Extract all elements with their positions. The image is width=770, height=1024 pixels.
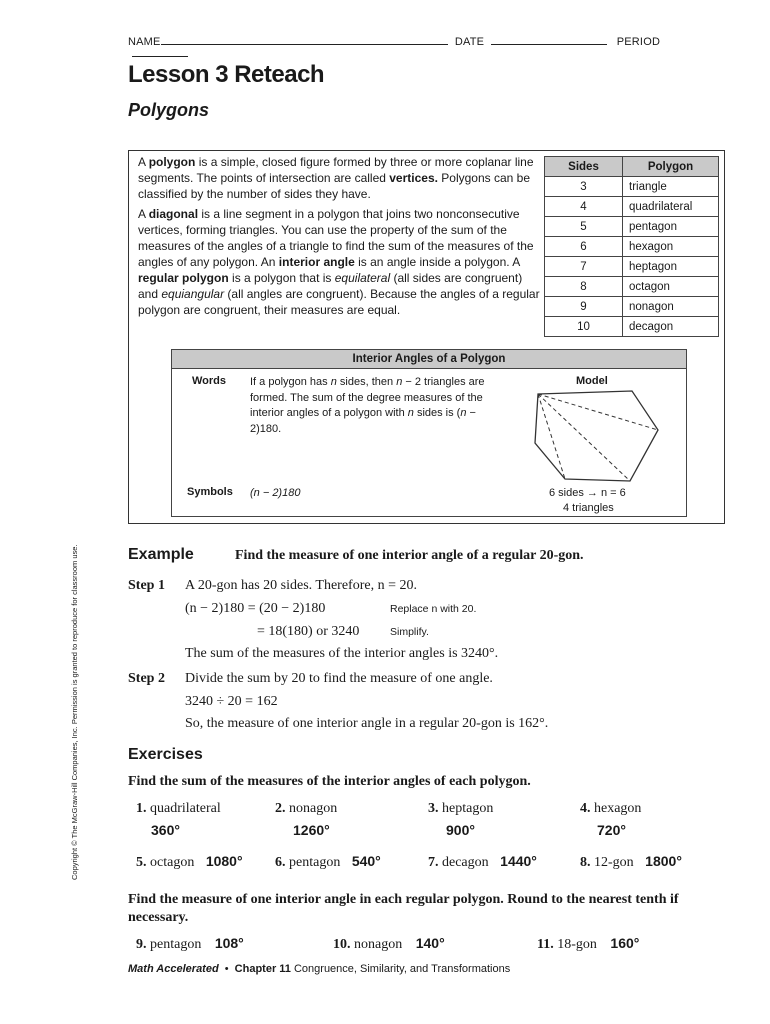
step-2-line-2: 3240 ÷ 20 = 162 bbox=[185, 694, 278, 709]
table-row bbox=[545, 317, 719, 337]
intro-paragraph-1: A polygon is a simple, closed figure formed by three or more coplanar line segments. The points of intersection are called vertices. Polygons can be classified by the number of sides they have. bbox=[138, 155, 534, 201]
exercise-9-answer: 108° bbox=[214, 935, 244, 951]
date-label: DATE bbox=[454, 36, 485, 48]
exercises-instruction-2: Find the measure of one interior angle in each regular polygon. Round to the nearest tenth if necessary. bbox=[128, 892, 679, 925]
page-footer bbox=[128, 963, 510, 975]
exercise-9: 9. pentagon 108° bbox=[136, 935, 244, 952]
symbols-text: (n − 2)180 bbox=[250, 487, 301, 499]
polygon-cell: decagon bbox=[623, 317, 719, 337]
table-header-row bbox=[545, 157, 719, 177]
table-row bbox=[545, 177, 719, 197]
diagonal-line bbox=[538, 394, 658, 430]
model-label: Model bbox=[576, 375, 608, 387]
page-title: Lesson 3 Reteach bbox=[128, 61, 325, 88]
sides-cell: 9 bbox=[545, 297, 623, 317]
words-label: Words bbox=[192, 375, 227, 387]
sides-cell: 6 bbox=[545, 237, 623, 257]
exercise-2: 2. nonagon bbox=[275, 801, 338, 816]
term-vertices: vertices. bbox=[389, 171, 438, 185]
exercise-5-answer: 1080° bbox=[205, 853, 243, 869]
sides-cell: 5 bbox=[545, 217, 623, 237]
symbols-label: Symbols bbox=[187, 486, 233, 498]
header-sides: Sides bbox=[545, 157, 623, 177]
step-2-line-3: So, the measure of one interior angle in a regular 20-gon is 162°. bbox=[185, 716, 549, 731]
exercise-1-answer: 360° bbox=[151, 822, 180, 838]
table-row bbox=[545, 237, 719, 257]
term-equilateral: equilateral bbox=[334, 271, 391, 285]
polygon-cell: triangle bbox=[623, 177, 719, 197]
table-row bbox=[545, 197, 719, 217]
page-subtitle: Polygons bbox=[128, 100, 210, 120]
exercise-7: 7. decagon 1440° bbox=[428, 853, 537, 870]
exercise-3: 3. heptagon bbox=[428, 801, 494, 816]
footer-bullet: • bbox=[224, 963, 229, 975]
step-1-line-1: A 20-gon has 20 sides. Therefore, n = 20. bbox=[185, 578, 417, 593]
sides-cell: 10 bbox=[545, 317, 623, 337]
exercise-5: 5. octagon 1080° bbox=[136, 853, 243, 870]
exercise-11: 11. 18-gon 160° bbox=[537, 935, 640, 952]
polygon-cell: heptagon bbox=[623, 257, 719, 277]
copyright-notice: Copyright © The McGraw-Hill Companies, Inc. Permission is granted to reproduce for classroom use. bbox=[70, 544, 79, 880]
model-caption-sides: 6 sides → n = 6 bbox=[549, 487, 626, 499]
polygon-cell: nonagon bbox=[623, 297, 719, 317]
term-regular-polygon: regular polygon bbox=[138, 271, 229, 285]
term-equiangular: equiangular bbox=[161, 287, 225, 301]
exercise-6: 6. pentagon 540° bbox=[275, 853, 381, 870]
term-diagonal: diagonal bbox=[148, 207, 199, 221]
exercise-8: 8. 12-gon 1800° bbox=[580, 853, 682, 870]
worksheet-header bbox=[128, 36, 718, 60]
sides-cell: 3 bbox=[545, 177, 623, 197]
period-line bbox=[132, 48, 188, 57]
step-2-label: Step 2 bbox=[128, 671, 165, 686]
hexagon-outline bbox=[535, 391, 658, 481]
exercise-8-answer: 1800° bbox=[645, 853, 682, 869]
header-polygon: Polygon bbox=[623, 157, 719, 177]
intro-paragraph-2: A diagonal is a line segment in a polygon that joins two nonconsecutive vertices, forming triangles. You can use the property of the sum of the measures of the angles of a triangle to find the sum of the measures of the angles of any polygon. An interior angle is an angle inside a polygon. A regular polygon is a polygon that is equilateral (all sides are congruent) and equiangular (all angles are congruent). Because the angles of a regular polygon are congruent, their measures are equal. bbox=[138, 207, 540, 317]
period-label: PERIOD bbox=[616, 36, 661, 48]
diagonal-line bbox=[538, 394, 565, 479]
exercises-heading: Exercises bbox=[128, 746, 203, 763]
example-problem: Find the measure of one interior angle of a regular 20-gon. bbox=[235, 548, 584, 563]
footer-book-title: Math Accelerated bbox=[128, 963, 219, 975]
step-1-line-3: = 18(180) or 3240 bbox=[257, 624, 360, 639]
sides-cell: 7 bbox=[545, 257, 623, 277]
exercise-11-answer: 160° bbox=[610, 935, 640, 951]
date-line bbox=[491, 36, 607, 45]
name-label: NAME bbox=[128, 36, 161, 48]
term-polygon: polygon bbox=[148, 155, 196, 169]
step-1-label: Step 1 bbox=[128, 578, 165, 593]
exercise-1: 1. quadrilateral bbox=[136, 801, 221, 816]
polygon-cell: pentagon bbox=[623, 217, 719, 237]
term-interior-angle: interior angle bbox=[278, 255, 355, 269]
polygon-cell: hexagon bbox=[623, 237, 719, 257]
polygon-cell: quadrilateral bbox=[623, 197, 719, 217]
model-caption-triangles: 4 triangles bbox=[563, 502, 614, 514]
table-row bbox=[545, 257, 719, 277]
exercise-4: 4. hexagon bbox=[580, 801, 642, 816]
exercise-6-answer: 540° bbox=[351, 853, 381, 869]
words-text: If a polygon has n sides, then n − 2 triangles are formed. The sum of the degree measures of the interior angles of a polygon with n sides is (n − 2)180. bbox=[250, 376, 485, 435]
exercise-10-answer: 140° bbox=[415, 935, 445, 951]
exercise-10: 10. nonagon 140° bbox=[333, 935, 445, 952]
exercise-2-answer: 1260° bbox=[293, 822, 330, 838]
table-row bbox=[545, 217, 719, 237]
table-row bbox=[545, 297, 719, 317]
concept-heading: Interior Angles of a Polygon bbox=[172, 350, 686, 369]
step-1-note-3: Simplify. bbox=[390, 626, 429, 638]
step-1-line-2: (n − 2)180 = (20 − 2)180 bbox=[185, 601, 326, 616]
footer-chapter: Chapter 11 bbox=[234, 963, 291, 975]
hexagon-model-diagram bbox=[530, 388, 665, 486]
exercise-4-answer: 720° bbox=[597, 822, 626, 838]
name-line bbox=[161, 36, 448, 45]
intro-text bbox=[138, 154, 540, 322]
footer-topic: Congruence, Similarity, and Transformations bbox=[293, 963, 511, 975]
step-2-line-1: Divide the sum by 20 to find the measure of one angle. bbox=[185, 671, 493, 686]
sides-cell: 4 bbox=[545, 197, 623, 217]
polygon-table bbox=[544, 156, 719, 337]
exercise-7-answer: 1440° bbox=[500, 853, 537, 869]
example-heading: Example bbox=[128, 546, 194, 563]
sides-cell: 8 bbox=[545, 277, 623, 297]
table-row bbox=[545, 277, 719, 297]
exercises-instruction-1: Find the sum of the measures of the interior angles of each polygon. bbox=[128, 774, 531, 789]
exercise-3-answer: 900° bbox=[446, 822, 475, 838]
polygon-cell: octagon bbox=[623, 277, 719, 297]
step-1-note-2: Replace n with 20. bbox=[390, 603, 477, 615]
step-1-line-4: The sum of the measures of the interior angles is 3240°. bbox=[185, 646, 499, 661]
